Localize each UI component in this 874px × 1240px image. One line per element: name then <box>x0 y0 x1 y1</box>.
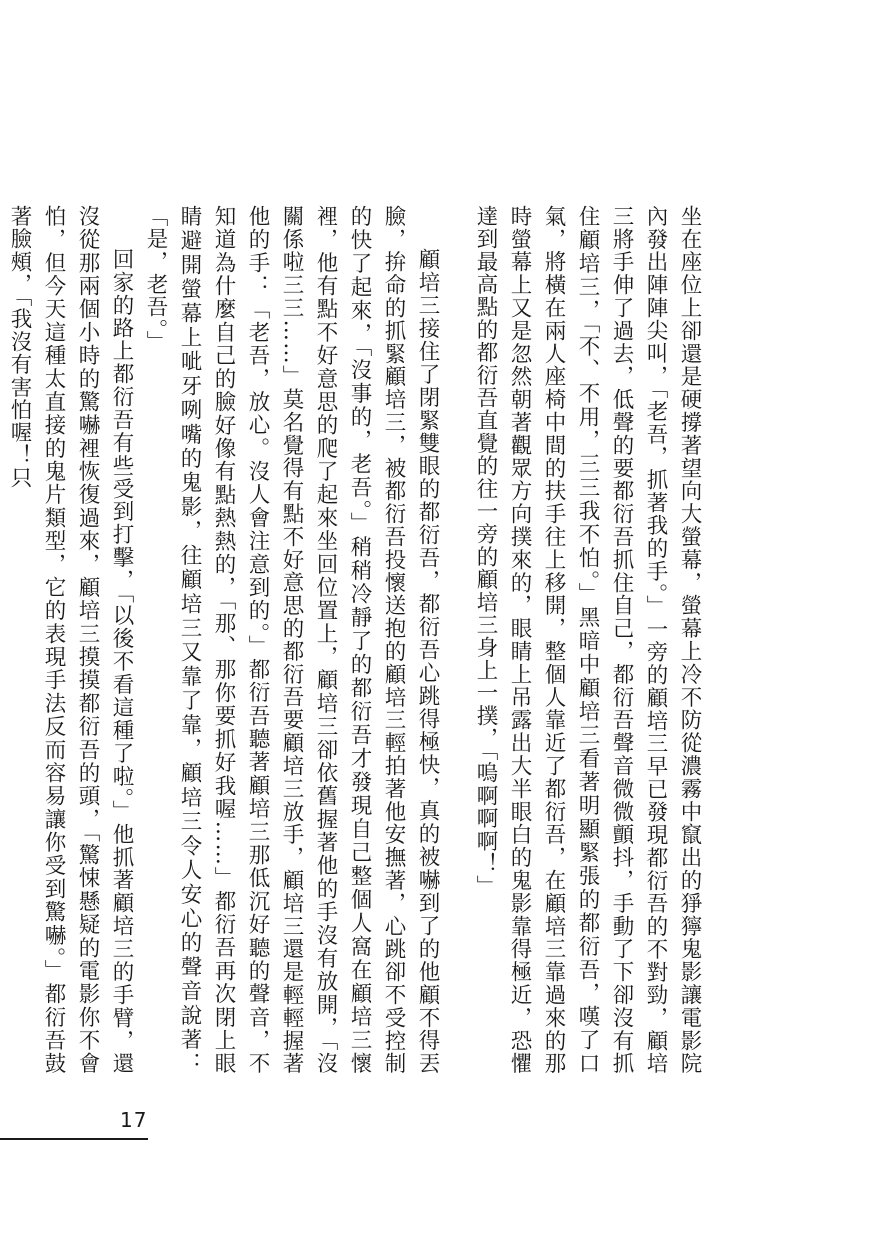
paragraph-1: 坐在座位上卻還是硬撐著望向大螢幕，螢幕上冷不防從濃霧中竄出的猙獰鬼影讓電影院內發出陣陣尖叫，「老吾，抓著我的手。」一旁的顧培三早已發現都衍吾的不對勁，顧培三將手伸了過去，低聲的要都衍吾抓住自己，都衍吾聲音微微顫抖，手動了下卻沒有抓住顧培三，「不、不用，三三我不怕。」黑暗中顧培三看著明顯緊張的都衍吾，嘆了口氣，將橫在兩人座椅中間的扶手往上移開，整個人靠近了都衍吾，在顧培三靠過來的那時螢幕上又是忽然朝著觀眾方向撲來的，眼睛上吊露出大半眼白的鬼影靠得極近，恐懼達到最高點的都衍吾直覺的往一旁的顧培三身上一撲，「嗚啊啊啊！」 <box>473 205 702 1075</box>
body-text <box>7 205 706 1075</box>
paragraph-3: 回家的路上都衍吾有些受到打擊，「以後不看這種了啦。」他抓著顧培三的手臂，還沒從那兩個小時的驚嚇裡恢復過來，顧培三摸摸都衍吾的頭，「驚悚懸疑的電影你不會怕，但今天這種太直接的鬼片類型，它的表現手法反而容易讓你受到驚嚇。」都衍吾鼓著臉頰，「我沒有害怕喔！只 <box>7 205 134 1075</box>
page-number: 17 <box>120 1108 148 1132</box>
paragraph-2: 顧培三接住了閉緊雙眼的都衍吾，都衍吾心跳得極快，真的被嚇到了的他顧不得丟臉，拚命的抓緊顧培三，被都衍吾投懷送抱的顧培三輕拍著他安撫著，心跳卻不受控制的快了起來，「沒事的，老吾。」稍稍冷靜了的都衍吾才發現自己整個人窩在顧培三懷裡，他有點不好意思的爬了起來坐回位置上，顧培三卻依舊握著他的手沒有放開，「沒關係啦三三……」莫名覺得有點不好意思的都衍吾要顧培三放手，顧培三還是輕輕握著他的手：「老吾，放心。沒人會注意到的。」都衍吾聽著顧培三那低沉好聽的聲音，不知道為什麼自己的臉好像有點熱熱的，「那、那你要抓好我喔……」都衍吾再次閉上眼睛避開螢幕上呲牙咧嘴的鬼影，往顧培三又靠了靠，顧培三令人安心的聲音說著：「是，老吾。」 <box>143 205 440 1075</box>
paragraph-gap <box>444 205 468 1075</box>
footer-rule <box>0 1138 148 1140</box>
